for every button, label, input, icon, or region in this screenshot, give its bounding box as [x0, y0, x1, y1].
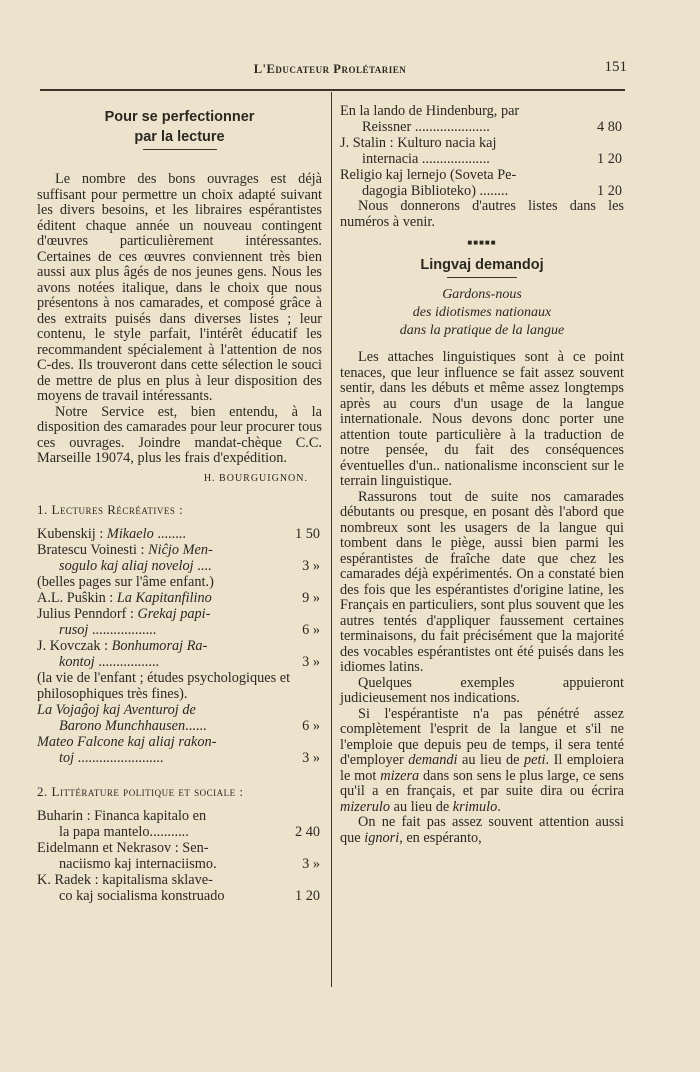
book-entry: Kubenskij : Mikaelo ........ 1 50	[37, 525, 320, 542]
signature: H. BOURGUIGNON.	[203, 472, 308, 484]
article-subtitle: Gardons-nous des idiotismes nationaux dans la pratique de la langue	[399, 287, 565, 338]
price: 1 20	[596, 151, 622, 167]
book-entry: Mateo Falcone kaj aliaj rakon- toj ........................ 3 »	[37, 733, 320, 766]
intro-paragraph-1: Le nombre des bons ouvrages est déjà suffisant pour permettre un choix adapté suivant les divers besoins, et les libraires espérantistes éditent chaque année un nouveau contingent d'œuvres particulièrement intéressantes. Certaines de ces œuvres conviennent très bien aussi aux plus âgés de nos jeunes gens. Nous les avons notées italique, dans le choix que nous présentons à nos camarades, et composé grâce à des extraits puisés dans diverses listes ; leur contenu, le style parfait, l'intérêt éducatif les recommandent spécialement à l'attention de nos C-des. Ils trouveront dans cette sélection le souci de mettre de plus en plus à leur disposition des moyens de travail intéressants.	[37, 171, 322, 404]
body-paragraph-5: On ne fait pas assez souvent attention aussi que ignori, en espéranto,	[340, 814, 624, 846]
book-entry: J. Kovczak : Bonhumoraj Ra- kontoj ................. 3 »	[37, 637, 320, 670]
book-entry: La Vojaĝoj kaj Aventuroj de Barono Munchhausen...... 6 »	[37, 701, 320, 734]
heading-underline-2	[447, 277, 517, 278]
price: 6 »	[302, 621, 320, 638]
running-title: L'Educateur Prolétarien	[253, 62, 407, 76]
right-column	[340, 103, 624, 846]
book-entry: En la lando de Hindenburg, par Reissner ..................... 4 80	[340, 103, 622, 135]
price: 9 »	[302, 589, 320, 606]
price: 3 »	[302, 749, 320, 766]
price: 3 »	[302, 855, 320, 872]
column-divider	[331, 92, 332, 987]
section-ornament: ■■■■■	[467, 238, 497, 247]
more-lists-note: Nous donnerons d'autres listes dans les numéros à venir.	[340, 198, 624, 230]
book-note: (la vie de l'enfant ; études psychologiques et philosophiques très fines).	[37, 669, 291, 702]
price: 2 40	[294, 823, 320, 840]
section-title-1: 1. Lectures Récréatives :	[37, 501, 184, 517]
page-number: 151	[604, 59, 627, 75]
book-entry: Bratescu Voinesti : Niĉjo Men- sogulo kaj aliaj noveloj .... 3 »	[37, 541, 320, 574]
price: 1 50	[294, 525, 320, 542]
left-column	[37, 103, 322, 904]
body-paragraph-4: Si l'espérantiste n'a pas pénétré assez complètement l'esprit de la langue et s'il ne l'emploie que depuis peu de temps, il sera tenté d'employer demandi au lieu de peti. Il emploiera le mot mizera dans son sens le plus large, ce sens qu'il a en français, et par suite dira ou écrira mizerulo au lieu de krimulo.	[340, 705, 624, 815]
body-paragraph-1: Les attaches linguistiques sont à ce point tenaces, que leur influence se fait assez souvent sentir, dans les débuts et même assez longtemps après au cours d'un usage de la langue internationale. Nous devons donc porter une attention toute particulière à la traduction de notre pensée, du fait des conséquences éventuelles d'un.. nationalisme inconscient sur le terrain linguistique.	[340, 349, 624, 489]
book-entry: A.L. Puŝkin : La Kapitanfilino 9 »	[37, 589, 320, 606]
body-paragraph-2: Rassurons tout de suite nos camarades débutants ou presque, en posant dès l'abord que nombreux sont les usagers de la langue qui tombent dans le piège, aussi bien parmi les espérantistes de fraîche date que chez les camarades déjà expérimentés. On a constaté bien des fois que les espérantistes d'origine latine, les Français en particuliers, sont plus souvent que les autres tentés d'appliquer faussement certaines terminaisons, du fait précisément que la majorité des vocables espérantistes ont été puisés dans les idiomes latins.	[340, 488, 624, 675]
intro-paragraph-2: Notre Service est, bien entendu, à la disposition des camarades pour leur procurer tous ces ouvrages. Joindre mandat-chèque C.C. Marseille 19074, plus les frais d'expédition.	[37, 403, 322, 466]
article-heading-2: Lingvaj demandoj	[420, 257, 544, 273]
header-rule	[40, 89, 625, 91]
page-header	[40, 58, 625, 80]
heading-line-2: par la lecture	[134, 129, 225, 145]
book-note: (belles pages sur l'âme enfant.)	[37, 573, 214, 590]
heading-line-1: Pour se perfectionner	[104, 109, 255, 125]
book-entry: K. Radek : kapitalisma sklave- co kaj socialisma konstruado 1 20	[37, 871, 320, 904]
book-entry: Eidelmann et Nekrasov : Sen- naciismo kaj internaciismo. 3 »	[37, 839, 320, 872]
book-entry: Buharin : Financa kapitalo en la papa mantelo........... 2 40	[37, 807, 320, 840]
price: 1 20	[596, 183, 622, 199]
price: 6 »	[302, 717, 320, 734]
book-entry: Julius Penndorf : Grekaj papi- rusoj .................. 6 »	[37, 605, 320, 638]
price: 3 »	[302, 557, 320, 574]
price: 1 20	[294, 887, 320, 904]
book-entry: Religio kaj lernejo (Soveta Pe- dagogia Biblioteko) ........ 1 20	[340, 167, 622, 199]
price: 4 80	[596, 119, 622, 135]
price: 3 »	[302, 653, 320, 670]
book-entry: J. Stalin : Kulturo nacia kaj internacia ................... 1 20	[340, 135, 622, 167]
section-title-2: 2. Littérature politique et sociale :	[37, 783, 244, 799]
body-paragraph-3: Quelques exemples appuieront judicieusement nos indications.	[340, 674, 624, 706]
article-heading	[37, 107, 322, 147]
